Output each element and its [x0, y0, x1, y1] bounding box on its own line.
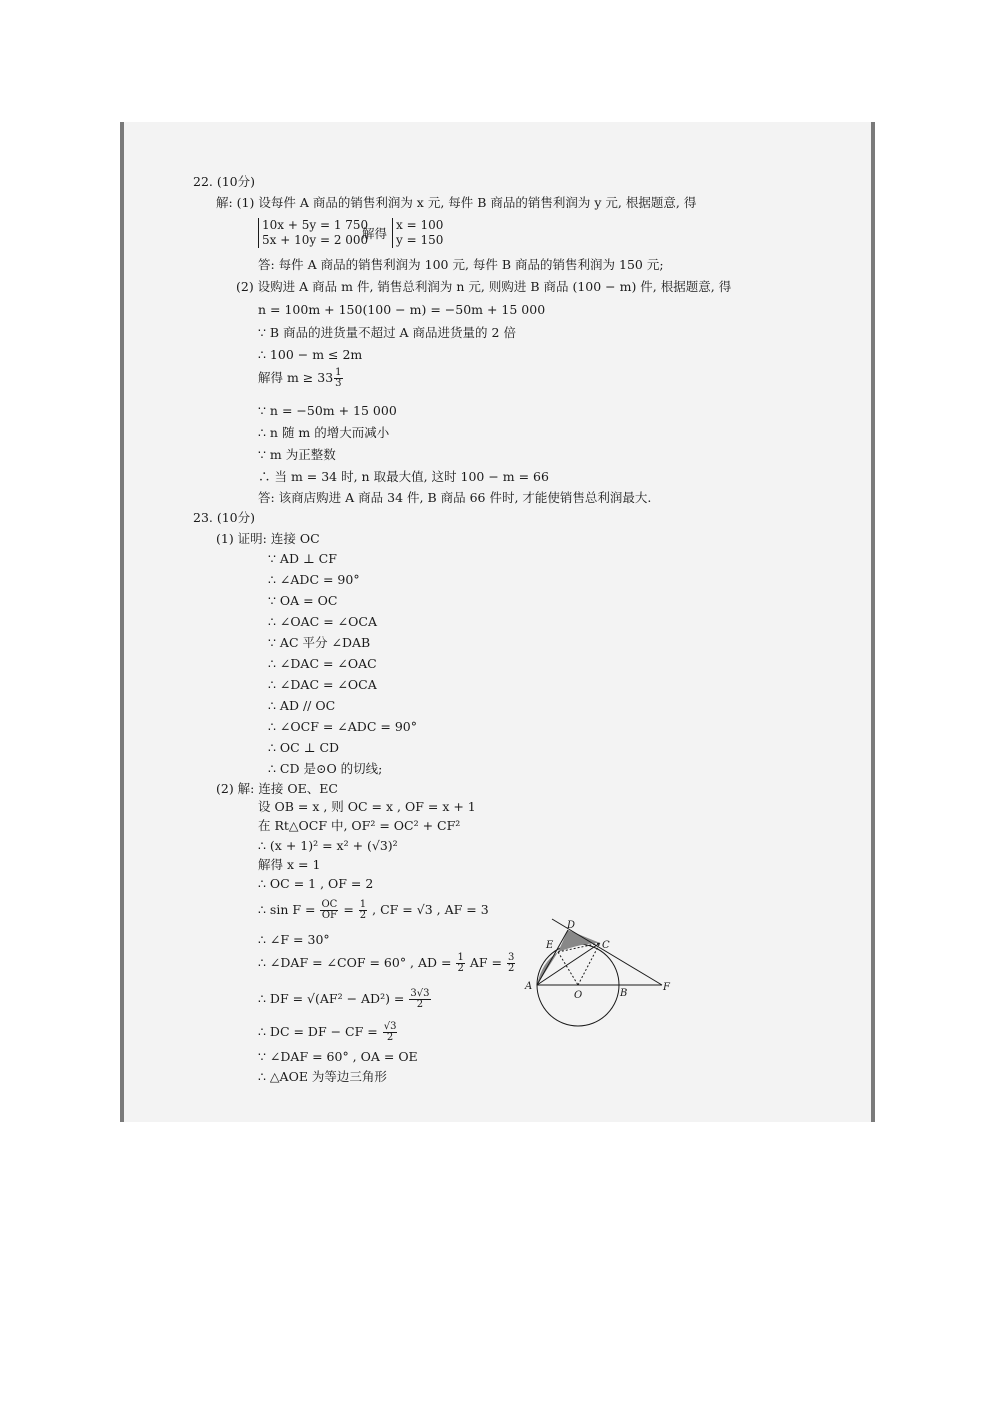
solution-line: 在 Rt△OCF 中, OF² = OC² + CF²	[258, 818, 461, 833]
q22-line: ∴ 当 m = 34 时, n 取最大值, 这时 100 − m = 66	[258, 469, 549, 484]
solution-line: 设 OB = x , 则 OC = x , OF = x + 1	[258, 799, 476, 814]
fraction-one-half: $\frac{1}{2}$	[457, 952, 464, 974]
q22-header: 22. (10分)	[193, 174, 256, 189]
solution-line: ∴ (x + 1)² = x² + (√3)²	[258, 838, 398, 853]
q22-line: ∵ m 为正整数	[258, 447, 336, 462]
proof-line: ∵ AD ⊥ CF	[268, 551, 337, 566]
label-b: B	[620, 988, 628, 999]
q22-line: ∵ B 商品的进货量不超过 A 商品进货量的 2 倍	[258, 325, 516, 340]
label-c: C	[602, 940, 610, 951]
shaded-region-top	[558, 930, 600, 952]
page-border-left	[120, 122, 124, 1122]
fraction-three-halves: $\frac{3}{2}$	[507, 952, 515, 974]
solve-m-text: 解得 m ≥ 33	[258, 370, 334, 385]
label-e: E	[546, 940, 554, 951]
label-d: D	[567, 920, 576, 931]
fraction-oc-of: $\frac{OC}{OF}$	[321, 899, 338, 921]
q22-solution-system	[392, 218, 443, 248]
solution-line: ∴ OC = 1 , OF = 2	[258, 876, 374, 891]
dc-line: ∴ DC = DF − CF = $\frac{√3}{2}$	[258, 1021, 397, 1043]
equation-1: 10x + 5y = 1 750	[262, 218, 369, 232]
last-line-2: ∴ △AOE 为等边三角形	[258, 1069, 387, 1084]
fraction-one-half: $\frac{1}{2}$	[359, 899, 367, 921]
proof-line: ∴ CD 是⊙O 的切线;	[268, 761, 383, 776]
equation-2: 5x + 10y = 2 000	[262, 233, 369, 247]
geometry-figure	[522, 917, 682, 1029]
label-o: O	[574, 990, 583, 1001]
line-oc	[578, 943, 600, 985]
proof-line: ∴ ∠DAC = ∠OAC	[268, 656, 377, 671]
proof-line: ∵ OA = OC	[268, 593, 338, 608]
q23-part1-intro: (1) 证明: 连接 OC	[216, 531, 320, 546]
proof-line: ∴ ∠DAC = ∠OCA	[268, 677, 377, 692]
angle-daf-line: ∴ ∠DAF = ∠COF = 60° , AD = $\frac{1}{2}$ AF = $\frac{3}{2}$	[258, 952, 515, 974]
proof-line: ∴ AD // OC	[268, 698, 336, 713]
q23-part2-intro: (2) 解: 连接 OE、EC	[216, 781, 338, 796]
df-line: ∴ DF = √(AF² − AD²) = $\frac{3√3}{2}$	[258, 988, 430, 1010]
q22-equation-system	[258, 218, 368, 248]
q22-line: ∴ n 随 m 的增大而减小	[258, 425, 390, 440]
q22-answer-1: 答: 每件 A 商品的销售利润为 100 元, 每件 B 商品的销售利润为 150 元;	[258, 257, 664, 272]
solution-line: 解得 x = 1	[258, 857, 321, 872]
fraction-root3-over-2: $\frac{√3}{2}$	[383, 1021, 397, 1043]
last-line-1: ∵ ∠DAF = 60° , OA = OE	[258, 1049, 418, 1064]
q22-solve-label: 解得	[362, 226, 388, 241]
proof-line: ∴ ∠OCF = ∠ADC = 90°	[268, 719, 417, 734]
q22-line: ∴ 100 − m ≤ 2m	[258, 347, 363, 362]
proof-line: ∴ ∠ADC = 90°	[268, 572, 360, 587]
page-border-right	[871, 122, 875, 1122]
proof-line: ∴ ∠OAC = ∠OCA	[268, 614, 377, 629]
label-f: F	[663, 982, 670, 993]
angle-f-line: ∴ ∠F = 30°	[258, 932, 330, 947]
solution-y: y = 150	[396, 233, 444, 247]
q22-line: ∵ n = −50m + 15 000	[258, 403, 397, 418]
q22-part1-intro: 解: (1) 设每件 A 商品的销售利润为 x 元, 每件 B 商品的销售利润为 y 元, 根据题意, 得	[216, 195, 697, 210]
q22-answer-2: 答: 该商店购进 A 商品 34 件, B 商品 66 件时, 才能使销售总利润最大.	[258, 490, 652, 505]
solution-x: x = 100	[396, 218, 444, 232]
q22-solve-m	[258, 368, 344, 389]
label-a: A	[525, 981, 533, 992]
proof-line: ∴ OC ⊥ CD	[268, 740, 340, 755]
fraction-one-third: $\frac{1}{3}$	[335, 367, 342, 389]
line-ad	[537, 930, 568, 985]
q23-header: 23. (10分)	[193, 510, 256, 525]
proof-line: ∵ AC 平分 ∠DAB	[268, 635, 371, 650]
sin-f-line: ∴ sin F = $\frac{OC}{OF}$ = $\frac{1}{2}$ , CF = √3 , AF = 3	[258, 899, 489, 921]
q22-part2-intro: (2) 设购进 A 商品 m 件, 销售总利润为 n 元, 则购进 B 商品 (100 − m) 件, 根据题意, 得	[236, 279, 732, 294]
q22-line: n = 100m + 150(100 − m) = −50m + 15 000	[258, 302, 546, 317]
fraction-3root3-over-2: $\frac{3√3}{2}$	[410, 988, 430, 1010]
